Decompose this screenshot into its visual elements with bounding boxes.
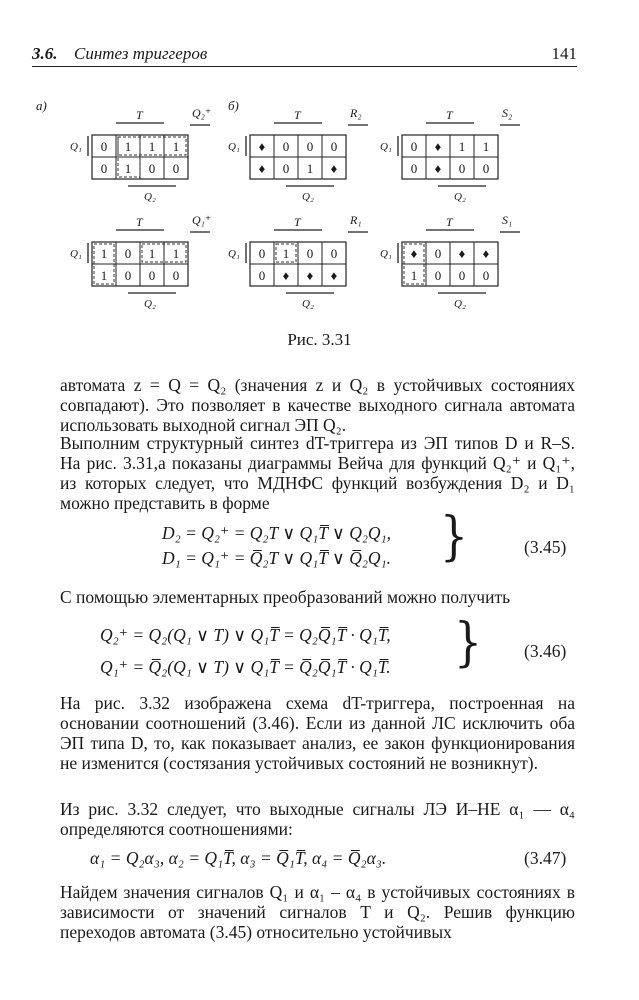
paragraph-5-text: Из рис. 3.32 следует, что выходные сигналы ЛЭ И–НЕ α₁ — α₄ определяются соотношениями: [60, 799, 575, 839]
equation-3-46-line-2: Q₁⁺ = Q̅₂(Q₁ ∨ T) ∨ Q₁T̅ = Q̅₂Q̅₁T̅ · Q₁T̅. [100, 657, 391, 677]
diagram-6-cell: 0 [482, 268, 490, 283]
equation-3-45 [162, 523, 462, 573]
diagram-1-q2-label: Q₂ [144, 191, 156, 203]
diagram-3-cell: 0 [410, 139, 418, 154]
diagram-2-cell: 0 [306, 139, 314, 154]
equation-3-46-brace: } [454, 611, 482, 674]
diagram-2-t-label: T [294, 108, 301, 122]
diagram-1-cell: 1 [124, 161, 132, 176]
equation-3-47-number: (3.47) [524, 848, 567, 868]
diagram-4-cell: 0 [124, 246, 132, 261]
diagram-5-q1-label: Q₁ [228, 248, 240, 260]
diagram-3-cell: 1 [482, 139, 490, 154]
diagram-3-cell: 0 [458, 161, 466, 176]
equation-3-47-line: α₁ = Q₂α₃, α₂ = Q₁T̅, α₃ = Q̅₁T̅, α₄ = Q̅₂α₃. [90, 848, 387, 868]
diagram-1-cell: 1 [148, 139, 156, 154]
diagram-6-output-label: S₁ [502, 213, 513, 227]
diagram-5-cell: ♦ [282, 268, 290, 283]
page-number: 141 [551, 44, 577, 63]
diagram-3-cell: 1 [458, 139, 466, 154]
diagram-3-cell: 0 [482, 161, 490, 176]
diagram-1-output-label: Q₂⁺ [192, 106, 212, 120]
diagram-4-output-label: Q₁⁺ [192, 213, 212, 227]
diagram-5-cell: ♦ [306, 268, 314, 283]
diagram-6-cell: ♦ [410, 246, 418, 261]
diagram-2-cell: 1 [306, 161, 314, 176]
paragraph-1-text: автомата z = Q = Q₂ (значения z и Q₂ в устойчивых состояниях совпадают). Это позволяет в качестве выходного сигнала автомата использовать выходной сигнал ЭП Q₂. [60, 375, 575, 435]
section-number: 3.6. [32, 44, 58, 63]
diagram-6-cell: 0 [434, 246, 442, 261]
diagram-3-cell: ♦ [434, 139, 442, 154]
diagram-6-q2-label: Q₂ [454, 298, 466, 310]
diagram-3-t-label: T [446, 108, 453, 122]
diagram-3-cell: 0 [410, 161, 418, 176]
veitch-diagrams-figure [30, 95, 590, 320]
equation-3-46 [100, 625, 460, 685]
diagram-5-cell: 0 [330, 246, 338, 261]
diagram-5-output-label: R₁ [350, 213, 362, 227]
diagram-1-cell: 1 [124, 139, 132, 154]
diagram-4-cell: 1 [172, 246, 180, 261]
diagram-1-t-label: T [136, 108, 143, 122]
diagram-1-cell: 0 [172, 161, 180, 176]
paragraph-1 [60, 375, 575, 435]
diagram-2-cell: ♦ [258, 161, 266, 176]
diagram-2-cell: 0 [282, 139, 290, 154]
paragraph-2-text: Выполним структурный синтез dT-триггера из ЭП типов D и R–S. На рис. 3.31,а показаны диаграммы Вейча для функций Q₂⁺ и Q₁⁺, из которых следует, что МДНФС функций возбуждения D₂ и D₁ можно представить в форме [60, 433, 575, 513]
equation-3-45-line-1: D₂ = Q₂⁺ = Q₂T ∨ Q₁T̅ ∨ Q₂Q₁, [162, 523, 392, 543]
paragraph-6-text: Найдем значения сигналов Q₁ и α₁ – α₄ в устойчивых состояниях в зависимости от значений сигналов T и Q₂. Решив функцию переходов автомата (3.45) относительно устойчивых [60, 882, 575, 942]
diagram-6-q1-label: Q₁ [380, 248, 392, 260]
diagram-1-cell: 0 [148, 161, 156, 176]
diagram-1-cell: 1 [172, 139, 180, 154]
figure-caption: Рис. 3.31 [287, 330, 352, 349]
diagram-3-q1-label: Q₁ [380, 141, 392, 153]
paragraph-4 [60, 693, 575, 773]
diagram-6-cell: 0 [458, 268, 466, 283]
diagram-1-cell: 0 [100, 139, 108, 154]
diagram-6-cell: ♦ [458, 246, 466, 261]
paragraph-4-text: На рис. 3.32 изображена схема dT-триггера, построенная на основании соотношений (3.46). Если из данной ЛС исключить оба ЭП типа D, то, как показывает анализ, ее закон функционирования не изменится (состязания устойчивых состояний не возникнут). [60, 693, 575, 773]
diagram-4-t-label: T [136, 215, 143, 229]
diagram-2-cell: 0 [282, 161, 290, 176]
diagram-3-q2-label: Q₂ [454, 191, 466, 203]
diagram-6-t-label: T [446, 215, 453, 229]
diagram-4-cell: 0 [172, 268, 180, 283]
paragraph-3 [60, 587, 575, 607]
paragraph-2 [60, 433, 575, 513]
diagram-4-q2-label: Q₂ [144, 298, 156, 310]
panel-label-b: б) [228, 98, 239, 113]
panel-label-a: а) [36, 98, 47, 113]
diagram-5-q2-label: Q₂ [302, 298, 314, 310]
diagram-1-cell: 0 [100, 161, 108, 176]
equation-3-45-line-2: D₁ = Q₁⁺ = Q̅₂T ∨ Q₁T̅ ∨ Q̅₂Q₁. [162, 548, 392, 568]
paragraph-6 [60, 882, 575, 942]
diagram-5-cell: 0 [306, 246, 314, 261]
diagram-4-cell: 1 [100, 246, 108, 261]
diagram-5-cell: 0 [258, 246, 266, 261]
diagram-6-cell: 0 [434, 268, 442, 283]
running-header [32, 40, 577, 67]
diagram-2-q2-label: Q₂ [302, 191, 314, 203]
diagram-5-cell: ♦ [330, 268, 338, 283]
diagram-6-cell: ♦ [482, 246, 490, 261]
diagram-4-cell: 1 [148, 246, 156, 261]
paragraph-5 [60, 799, 575, 839]
diagram-3-cell: ♦ [434, 161, 442, 176]
diagram-2-cell: 0 [330, 139, 338, 154]
diagram-2-q1-label: Q₁ [228, 141, 240, 153]
diagram-4-q1-label: Q₁ [70, 248, 82, 260]
diagram-5-t-label: T [294, 215, 301, 229]
equation-3-46-number: (3.46) [524, 641, 567, 661]
diagram-2-output-label: R₂ [350, 106, 362, 120]
equation-3-46-line-1: Q₂⁺ = Q₂(Q₁ ∨ T) ∨ Q₁T̅ = Q₂Q̅₁T̅ · Q₁T̅, [100, 625, 391, 645]
diagram-4-cell: 1 [100, 268, 108, 283]
equation-3-45-brace: } [440, 505, 468, 568]
diagram-4-cell: 0 [124, 268, 132, 283]
diagram-1-q1-label: Q₁ [70, 141, 82, 153]
diagram-4-cell: 0 [148, 268, 156, 283]
diagram-6-cell: 1 [410, 268, 418, 283]
diagram-2-cell: ♦ [258, 139, 266, 154]
diagram-5-cell: 1 [282, 246, 290, 261]
paragraph-3-text: С помощью элементарных преобразований можно получить [60, 587, 511, 607]
equation-3-45-number: (3.45) [524, 537, 567, 557]
diagram-5-cell: 0 [258, 268, 266, 283]
diagram-2-cell: ♦ [330, 161, 338, 176]
diagram-3-output-label: S₂ [502, 106, 513, 120]
section-title: Синтез триггеров [74, 44, 208, 63]
